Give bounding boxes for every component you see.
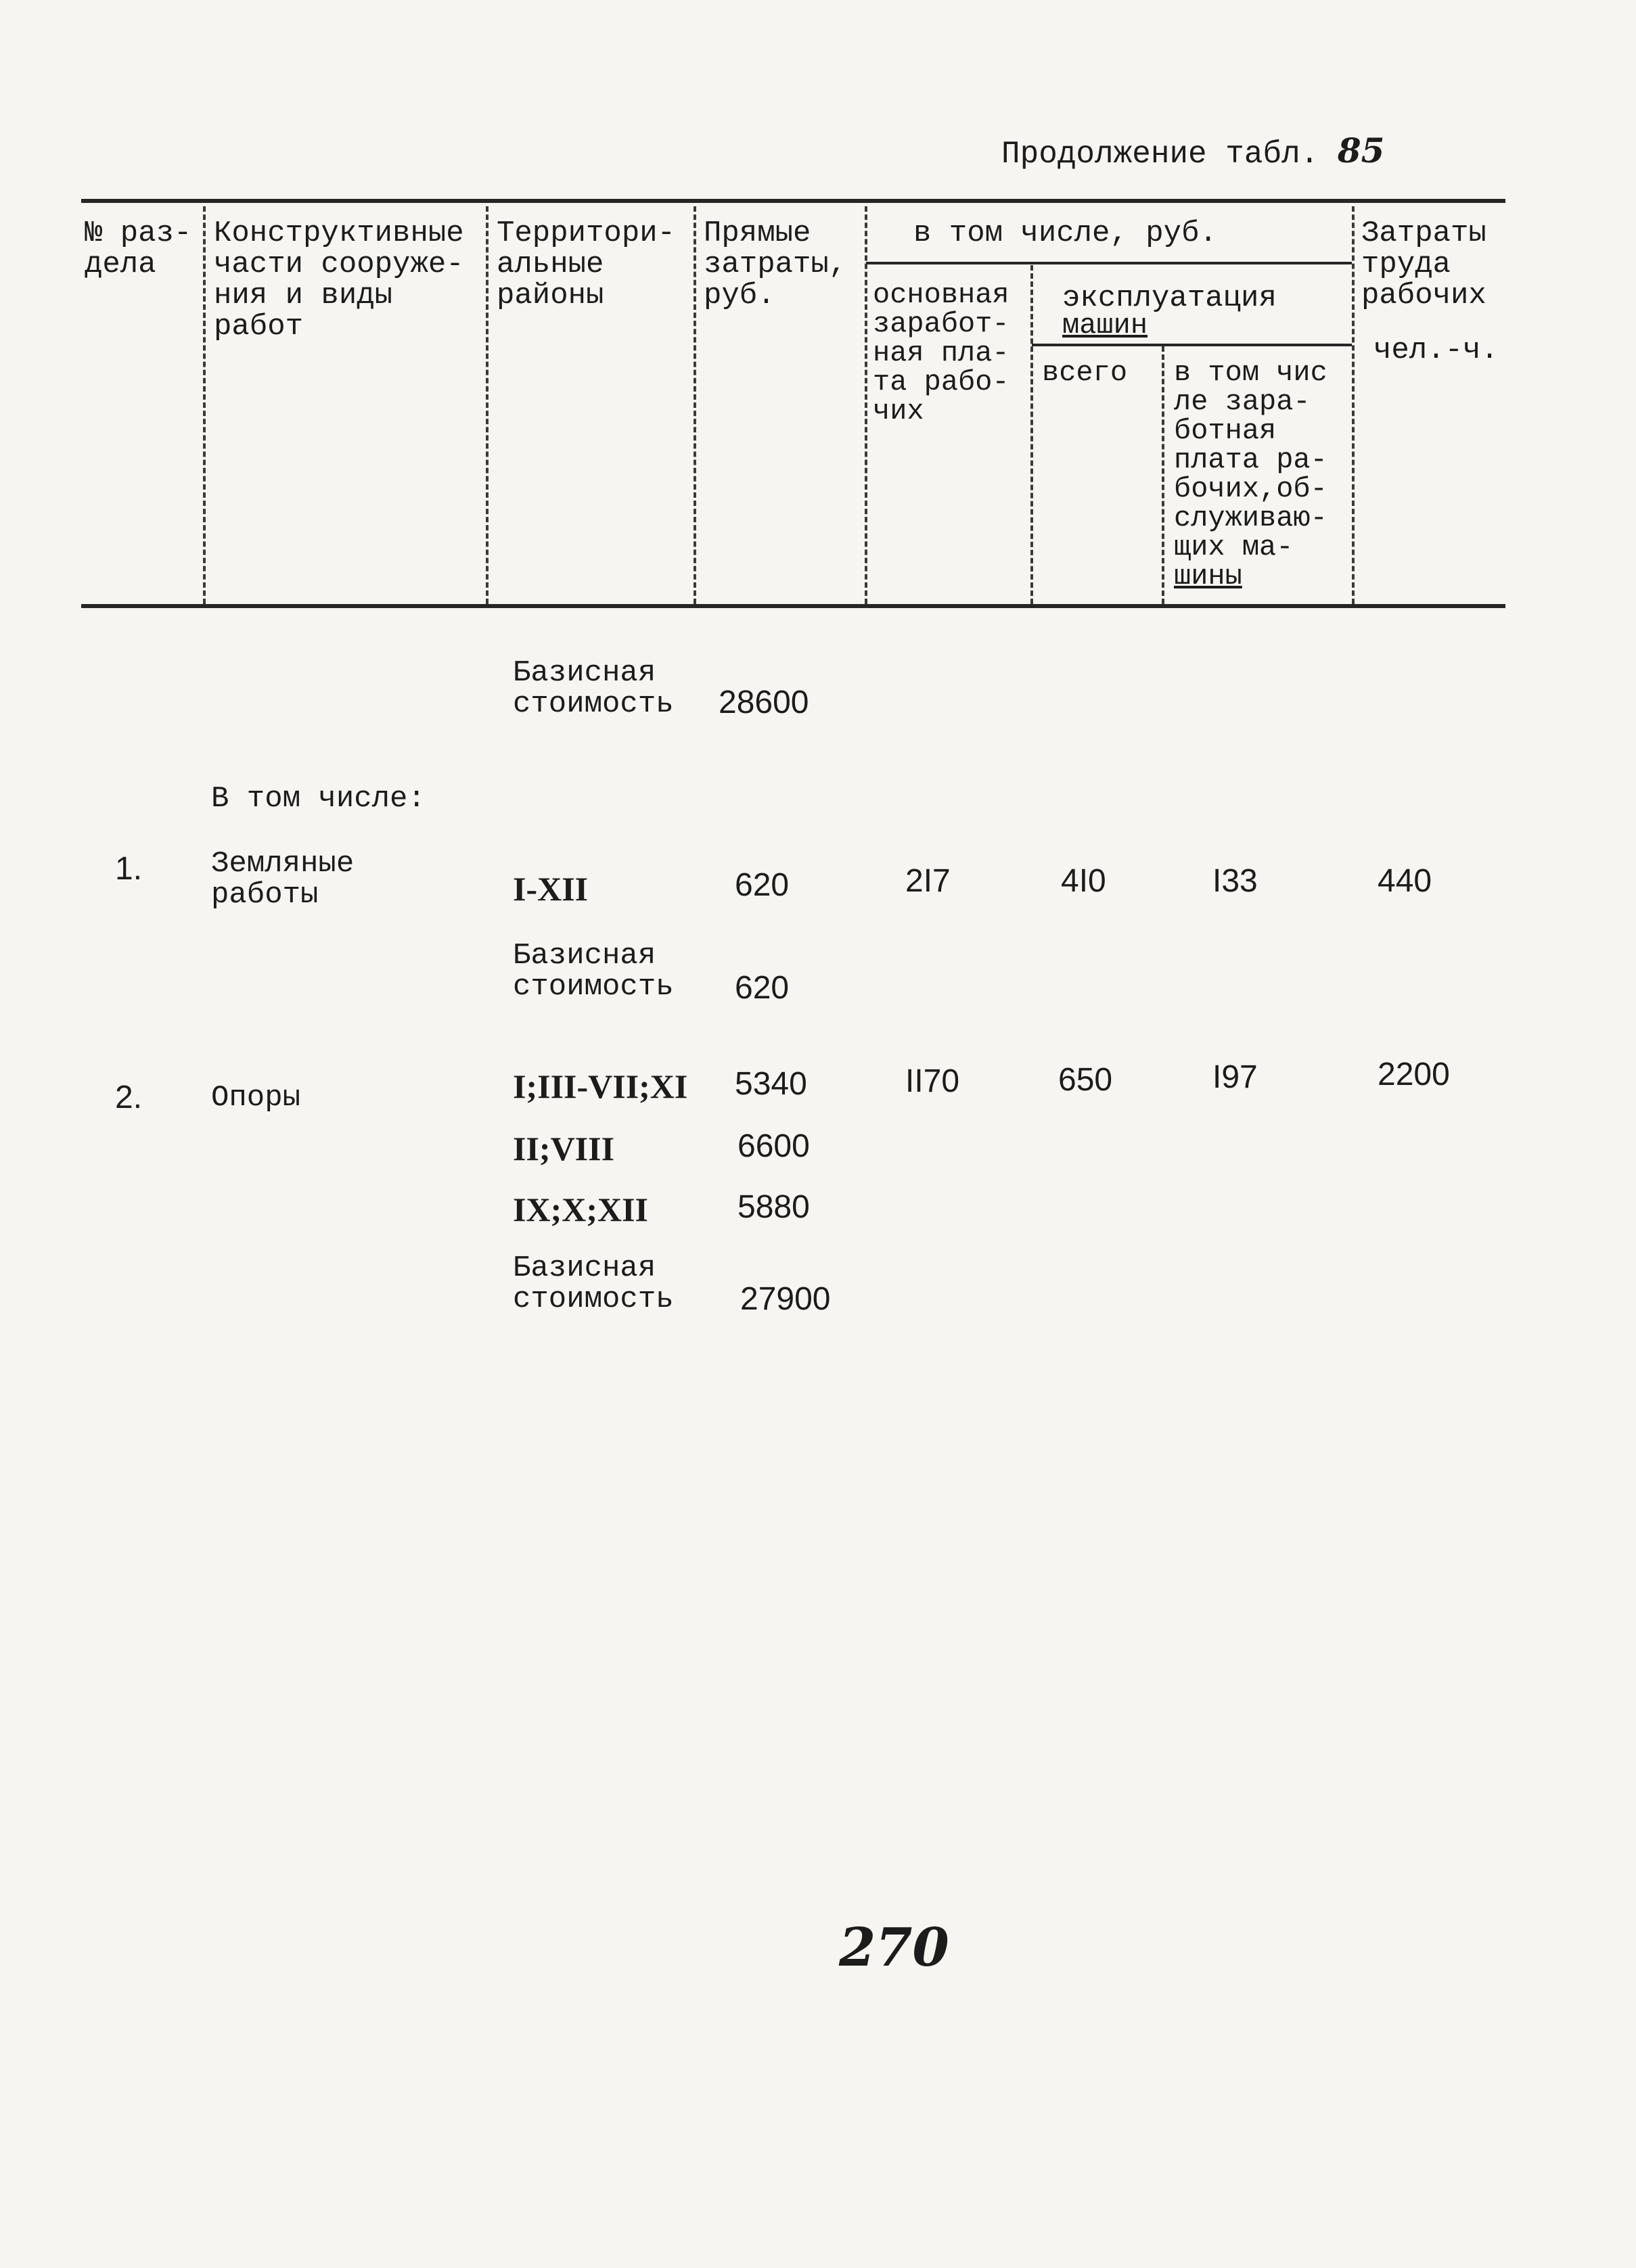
header-including-rub: в том числе, руб. xyxy=(913,216,1217,250)
header-labor-unit: чел.-ч. xyxy=(1373,333,1499,367)
section1-region: I-XII xyxy=(513,870,589,908)
section1-base-label: Базисная стоимость xyxy=(513,939,674,1004)
header-base-wages: основная заработ- ная пла- та рабо- чих xyxy=(873,279,1009,427)
machines-group-rule xyxy=(1032,344,1352,346)
col-divider-6 xyxy=(1162,346,1164,604)
header-total: всего xyxy=(1042,356,1128,389)
header-direct-costs: Прямые затраты, руб. xyxy=(704,216,847,313)
section2-wages: II70 xyxy=(905,1063,960,1099)
section2-labor: 2200 xyxy=(1378,1057,1450,1092)
col-divider-5 xyxy=(1030,265,1033,604)
base-cost-value: 28600 xyxy=(719,685,809,720)
including-label: В том числе: xyxy=(211,782,426,816)
base-cost-label: Базисная стоимость xyxy=(513,656,674,721)
section2-base-value: 27900 xyxy=(740,1281,831,1317)
section1-machine-wages: I33 xyxy=(1212,863,1258,899)
section2-direct-1: 5340 xyxy=(735,1066,807,1102)
section2-number: 2. xyxy=(115,1080,143,1115)
continuation-label: Продолжение табл. xyxy=(1001,137,1319,172)
header-machines-word: машин xyxy=(1062,309,1148,342)
col-divider-2 xyxy=(486,206,488,604)
continuation-caption xyxy=(1001,131,1385,172)
col-divider-4 xyxy=(865,206,867,604)
section1-labor: 440 xyxy=(1378,863,1432,899)
table-number: 85 xyxy=(1337,131,1385,170)
section2-direct-3: 5880 xyxy=(737,1189,810,1225)
header-regions: Территори- альные районы xyxy=(497,216,676,313)
section2-machines: 650 xyxy=(1058,1062,1113,1098)
section2-region-1: I;III-VII;XI xyxy=(513,1067,688,1105)
section1-number: 1. xyxy=(115,851,143,887)
header-structural-parts: Конструктивные части сооруже- ния и виды работ xyxy=(214,216,464,344)
section2-region-3: IX;X;XII xyxy=(513,1190,648,1228)
header-section-number: № раз- дела xyxy=(85,216,192,281)
section2-direct-2: 6600 xyxy=(737,1128,810,1164)
header-incl-operator-wages: в том чис ле зара- ботная плата ра- бочих,об- служиваю- щих ма- шины xyxy=(1174,356,1327,593)
table-bottom-rule xyxy=(81,604,1505,608)
page-number: 270 xyxy=(839,1917,949,1978)
col-divider-3 xyxy=(694,206,696,604)
header-labor-costs: Затраты труда рабочих xyxy=(1361,216,1486,313)
section1-wages: 2I7 xyxy=(905,863,951,899)
section1-machines: 4I0 xyxy=(1061,863,1106,899)
table-top-rule xyxy=(81,199,1505,203)
section1-direct: 620 xyxy=(735,867,790,903)
section1-base-value: 620 xyxy=(735,970,790,1006)
col-divider-1 xyxy=(203,206,206,604)
header-machine-operation: эксплуатация xyxy=(1062,281,1277,315)
section2-machine-wages: I97 xyxy=(1212,1059,1258,1095)
section2-name: Опоры xyxy=(211,1081,301,1115)
incl-group-rule xyxy=(866,262,1352,264)
section2-region-2: II;VIII xyxy=(513,1130,615,1167)
section2-base-label: Базисная стоимость xyxy=(513,1251,674,1316)
section1-name: Земляные работы xyxy=(211,847,355,912)
col-divider-7 xyxy=(1352,206,1355,604)
